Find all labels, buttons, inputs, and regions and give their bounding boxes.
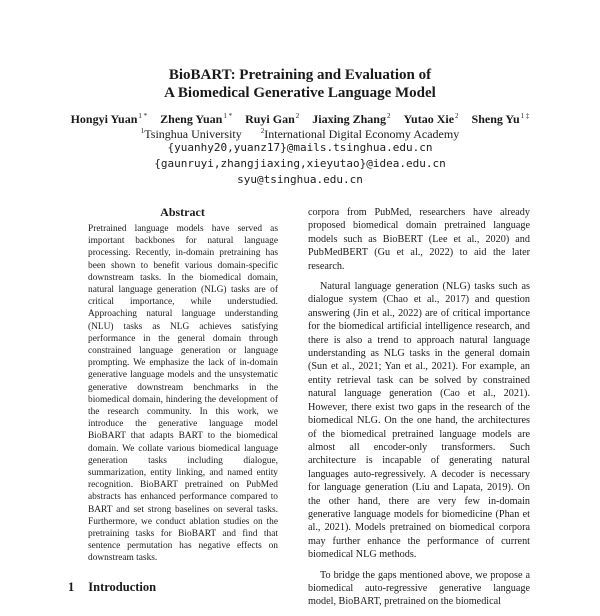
author: Jiaxing Zhang$^2$ — [312, 112, 391, 126]
abstract-body: Pretrained language models have served as important backbones for natural language processing. Recently, in-domain pretraining has been shown to benefit various domain-specific downstream tasks. In the biomedical domain, natural language generation (NLG) tasks are of critical importance, while understudied. Approaching natural language understanding (NLU) tasks as NLG achieves satisfying performance in the general domain through constrained language generation or language prompting. We emphasize the lack of in-domain generative language models and the unsystematic generative downstream benchmarks in the biomedical domain, hindering the development of the research community. In this work, we introduce the generative language model BioBART that adapts BART to the biomedical domain. We collate various biomedical language generation tasks including dialogue, summarization, entity linking, and named entity recognition. BioBART pretrained on PubMed abstracts has enhanced performance compared to BART and set strong baselines on several tasks. Furthermore, we conduct ablation studies on the pretraining tasks for BioBART and find that sentence permutation has negative effects on downstream tasks. — [88, 224, 278, 564]
body-paragraph: To bridge the gaps mentioned above, we propose a biomedical auto-regressive generative language model, BioBART, pretrained on the biomedical — [308, 569, 530, 608]
affiliation: $^2$International Digital Economy Academy — [260, 127, 460, 141]
paper-title-line-2: A Biomedical Generative Language Model — [164, 85, 436, 101]
author: Ruyi Gan$^2$ — [245, 112, 300, 126]
section-number: 1 — [68, 580, 75, 594]
email-line: syu@tsinghua.edu.cn — [237, 173, 363, 186]
author: Zheng Yuan$^{1 *}$ — [160, 112, 233, 126]
right-column — [308, 206, 530, 616]
email-line: {gaunruyi,zhangjiaxing,xieyutao}@idea.edu.cn — [154, 157, 446, 170]
author: Hongyi Yuan$^{1 *}$ — [70, 112, 148, 126]
author: Sheng $Yu^{1 \ddagger}$ — [471, 112, 530, 126]
abstract-heading: Abstract — [160, 205, 205, 219]
section-heading — [68, 580, 156, 595]
body-paragraph: corpora from PubMed, researchers have already proposed biomedical domain pretrained language models such as BioBERT (Lee et al., 2020) and PubMedBERT (Gu et al., 2022) to aid the later research. — [308, 207, 530, 272]
body-paragraph: Natural language generation (NLG) tasks such as dialogue system (Chao et al., 2017) and question answering (Jin et al., 2022) are of critical importance for the biomedical artificial intelligence research, and there is also a trend to approach natural language understanding as NLG tasks in the general domain (Sun et al., 2021; Yan et al., 2021). For example, an entity retrieval task can be solved by constrained natural language generation (Cao et al., 2021). However, there exist two gaps in the research of the biomedical NLG. On the one hand, the architectures of the biomedical pretrained language models are almost all encoder-only transformers. Such architecture is incapable of generating natural languages auto-regressively. A decoder is necessary for language generation (Liu and Lapata, 2019). On the other hand, there are very few in-domain generative language models for biomedicine (Phan et al., 2021). Models pretrained on biomedical corpora may further enhance the performance of current biomedical NLG methods. — [308, 281, 530, 561]
author: Yutao Xie$^2$ — [403, 112, 459, 126]
paper-title-line-1: BioBART: Pretraining and Evaluation of — [168, 67, 432, 83]
email-line: {yuanhy20,yuanz17}@mails.tsinghua.edu.cn — [167, 141, 433, 154]
section-title: Introduction — [88, 580, 157, 594]
affiliation: $^1$Tsinghua University — [140, 127, 242, 141]
